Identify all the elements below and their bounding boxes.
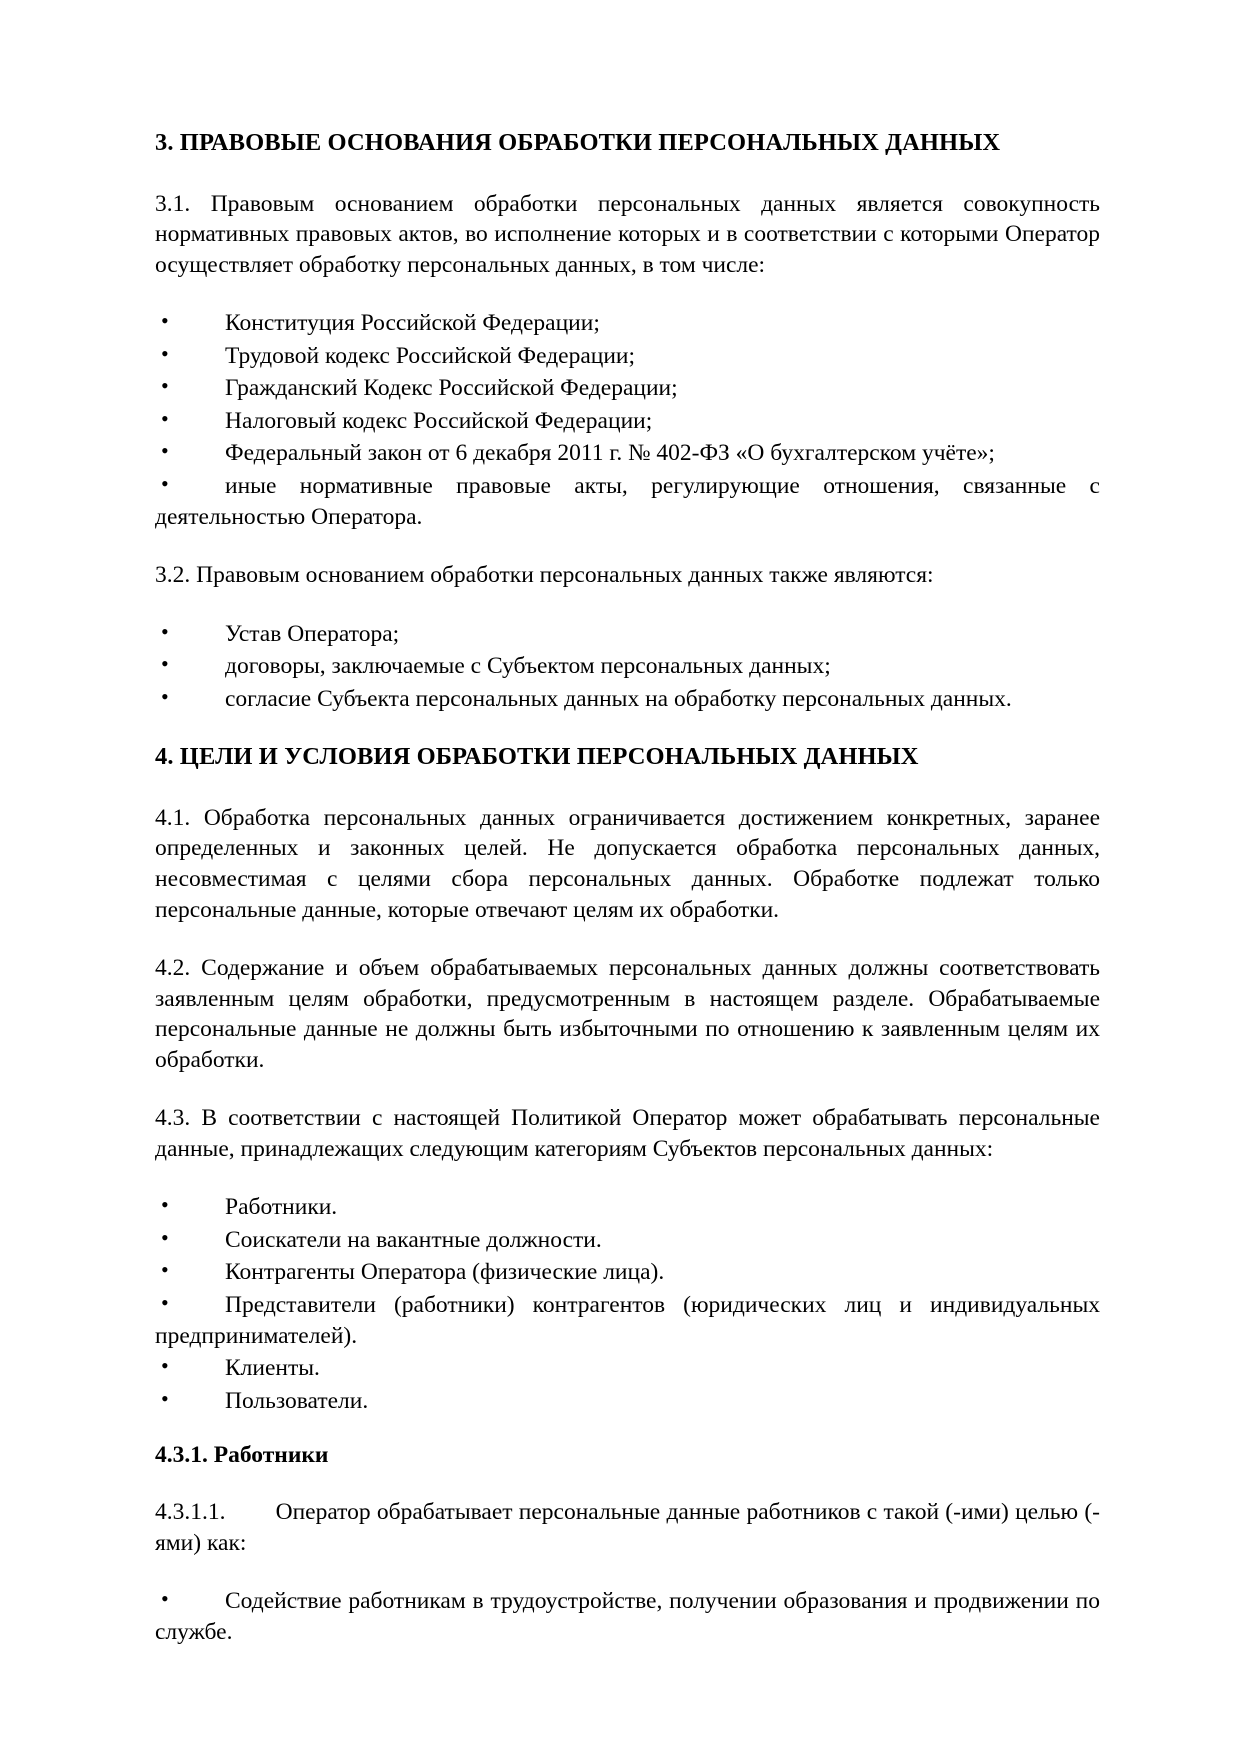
paragraph-4-2: 4.2. Содержание и объем обрабатываемых персональных данных должны соответствовать заявленным целям обработки, предусмотренным в настоящем разделе. Обрабатываемые персональные данные не должны быть избыточными по отношению к заявленным целям их обработки. bbox=[155, 955, 1100, 1073]
paragraph-4-2-block bbox=[155, 953, 1100, 1075]
list-item: • Гражданский Кодекс Российской Федерации; bbox=[155, 373, 1100, 404]
list-item: • Налоговый кодекс Российской Федерации; bbox=[155, 406, 1100, 437]
section-3-heading: 3. ПРАВОВЫЕ ОСНОВАНИЯ ОБРАБОТКИ ПЕРСОНАЛЬНЫХ ДАННЫХ bbox=[155, 129, 1001, 156]
list-item: • иные нормативные правовые акты, регулирующие отношения, связанные с деятельностью Оператора. bbox=[155, 471, 1100, 532]
list-3-2 bbox=[155, 619, 1100, 715]
list-item: • Работники. bbox=[155, 1192, 1100, 1223]
paragraph-4-1: 4.1. Обработка персональных данных ограничивается достижением конкретных, заранее определенных и законных целей. Не допускается обработка персональных данных, несовместимая с целями сбора персональных данных. Обработке подлежат только персональные данные, которые отвечают целям их обработки. bbox=[155, 804, 1100, 923]
list-item: • Содействие работникам в трудоустройстве, получении образования и продвижении по службе. bbox=[155, 1586, 1100, 1647]
paragraph-3-2-block bbox=[155, 560, 1100, 591]
list-item: • Контрагенты Оператора (физические лица). bbox=[155, 1257, 1100, 1288]
section-4-heading-block bbox=[155, 742, 1100, 773]
paragraph-4-3: 4.3. В соответствии с настоящей Политикой Оператор может обрабатывать персональные данные, принадлежащих следующим категориям Субъектов персональных данных: bbox=[155, 1105, 1100, 1162]
subheading-4-3-1-block bbox=[155, 1442, 1100, 1469]
section-3-heading-block bbox=[155, 128, 1100, 159]
subheading-4-3-1: 4.3.1. Работники bbox=[155, 1442, 329, 1469]
list-item: • Представители (работники) контрагентов (юридических лиц и индивидуальных предпринимателей). bbox=[155, 1290, 1100, 1351]
document-body bbox=[155, 128, 1100, 1647]
paragraph-4-3-block bbox=[155, 1103, 1100, 1164]
list-item: • Федеральный закон от 6 декабря 2011 г. № 402-ФЗ «О бухгалтерском учёте»; bbox=[155, 438, 1100, 469]
paragraph-3-1-block bbox=[155, 189, 1100, 281]
list-item: • договоры, заключаемые с Субъектом персональных данных; bbox=[155, 651, 1100, 682]
list-item: • Конституция Российской Федерации; bbox=[155, 308, 1100, 339]
list-item: • согласие Субъекта персональных данных на обработку персональных данных. bbox=[155, 684, 1100, 715]
list-item: • Соискатели на вакантные должности. bbox=[155, 1225, 1100, 1256]
list-item: • Пользователи. bbox=[155, 1386, 1100, 1417]
list-4-3-1-1 bbox=[155, 1586, 1100, 1647]
paragraph-3-1: 3.1. Правовым основанием обработки персональных данных является совокупность нормативных правовых актов, во исполнение которых и в соответствии с которыми Оператор осуществляет обработку персональных данных, в том числе: bbox=[155, 190, 1100, 278]
paragraph-4-1-block bbox=[155, 803, 1100, 925]
section-4-heading: 4. ЦЕЛИ И УСЛОВИЯ ОБРАБОТКИ ПЕРСОНАЛЬНЫХ ДАННЫХ bbox=[155, 743, 919, 771]
list-item: • Трудовой кодекс Российской Федерации; bbox=[155, 341, 1100, 372]
list-4-3 bbox=[155, 1192, 1100, 1416]
list-item: • Клиенты. bbox=[155, 1353, 1100, 1384]
paragraph-3-2: 3.2. Правовым основанием обработки персональных данных также являются: bbox=[155, 562, 934, 589]
paragraph-4-3-1-1-block bbox=[155, 1497, 1100, 1558]
paragraph-4-3-1-1: 4.3.1.1. Оператор обрабатывает персональные данные работников с такой (-ими) целью (-ями) как: bbox=[155, 1499, 1100, 1556]
list-item: • Устав Оператора; bbox=[155, 619, 1100, 650]
list-3-1 bbox=[155, 308, 1100, 532]
